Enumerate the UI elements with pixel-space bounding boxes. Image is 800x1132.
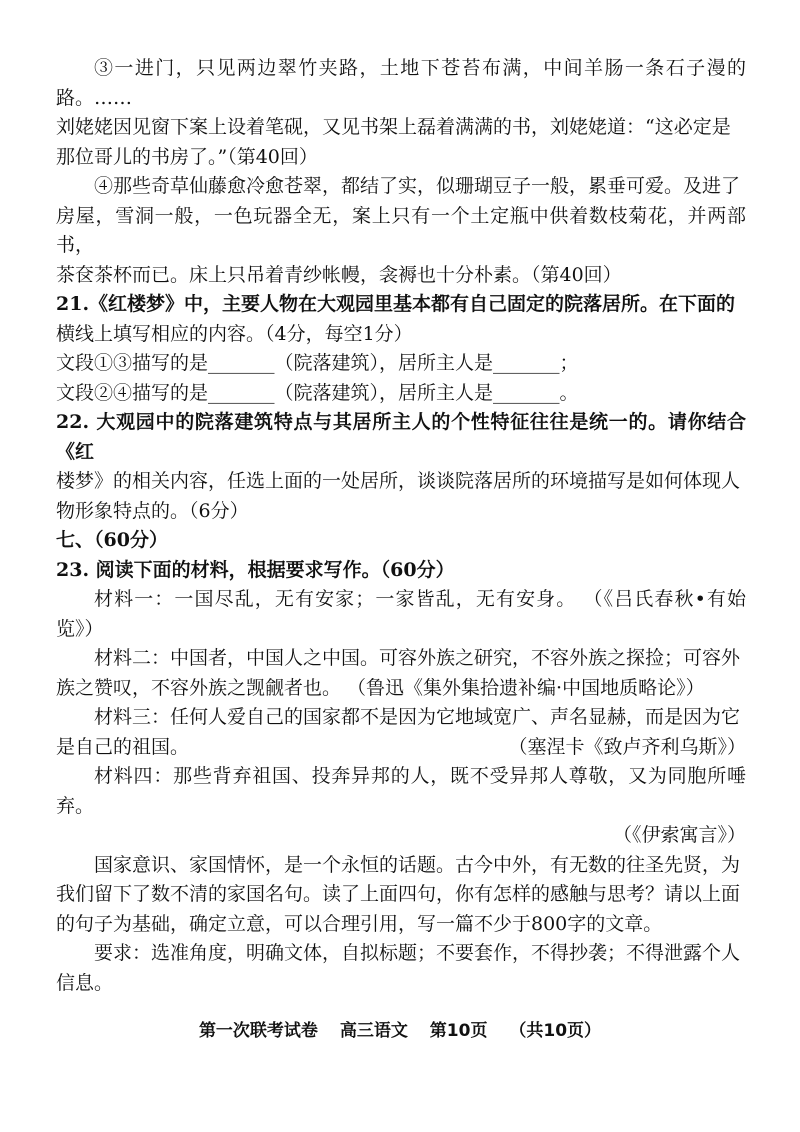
question-23-title: 23. 阅读下面的材料，根据要求写作。（60分）: [56, 558, 455, 581]
page-footer: [0, 1016, 800, 1041]
passage-4-line-3: 茶奁茶杯而已。床上只吊着青纱帐幔，衾褥也十分朴素。（第40回）: [56, 263, 622, 286]
writing-prompt-line-3: 的句子为基础，确定立意，可以合理引用，写一篇不少于800字的文章。: [56, 912, 663, 935]
material-3-line-1: 材料三：任何人爱自己的国家都不是因为它地域宽广、声名显赫，而是因为它: [94, 706, 741, 728]
passage-4-line-1: ④那些奇草仙藤愈冷愈苍翠，都结了实，似珊瑚豆子一般，累垂可爱。及进了: [94, 175, 741, 197]
question-22-line-3: 物形象特点的。（6分）: [56, 499, 249, 522]
material-2-line-1: 材料二：中国者，中国人之中国。可容外族之研究，不容外族之探捡；可容外: [94, 647, 741, 669]
passage-3-line-1: ③一进门，只见两边翠竹夹路，土地下苍苔布满，中间羊肠一条石子漫的路。……: [56, 57, 746, 109]
footer-exam-name: 第一次联考试卷: [198, 1021, 318, 1041]
requirements-line-2: 信息。: [56, 971, 114, 994]
writing-prompt-line-1: 国家意识、家国情怀，是一个永恒的话题。古今中外，有无数的往圣先贤，为: [94, 853, 741, 876]
footer-subject: 高三语文: [339, 1021, 408, 1041]
material-4-source: （《伊索寓言》）: [612, 824, 746, 846]
passage-3: [56, 54, 746, 172]
material-2-line-2: 族之赞叹，不容外族之觊觎者也。 （鲁迅《集外集拾遗补编·中国地质略论》）: [56, 676, 705, 699]
writing-prompt-line-2: 我们留下了数不清的家国名句。读了上面四句，你有怎样的感触与思考？请以上面: [56, 883, 741, 905]
question-22-line-2: 楼梦》的相关内容，任选上面的一处居所，谈谈院落居所的环境描写是如何体现人: [56, 470, 741, 492]
passage-4: [56, 172, 746, 290]
question-21-line-2: 横线上填写相应的内容。（4分，每空1分）: [56, 322, 413, 345]
section-7-heading: 七、（60分）: [56, 529, 168, 551]
page-content: [56, 54, 746, 998]
question-23: [56, 556, 746, 999]
material-1: 材料一：一国尽乱，无有安家；一家皆乱，无有安身。 （《吕氏春秋•有始览》）: [56, 588, 746, 640]
material-4-line-1: 材料四：那些背弃祖国、投奔异邦的人，既不受异邦人尊敬，又为同胞所唾弃。: [56, 765, 746, 817]
footer-page-number: 第10页: [429, 1021, 488, 1041]
question-22-line-1: 22. 大观园中的院落建筑特点与其居所主人的个性特征往往是统一的。请你结合《红: [56, 411, 746, 463]
material-3-line-2: [56, 733, 746, 763]
passage-3-line-3: 那位哥儿的书房了。”（第40回）: [56, 145, 318, 168]
material-3-text-end: 是自己的祖国。: [56, 735, 190, 758]
question-21-fill-1: 文段①③描写的是_______（院落建筑），居所主人是_______；: [56, 352, 579, 374]
question-21: [56, 290, 746, 408]
question-21-fill-2: 文段②④描写的是_______（院落建筑），居所主人是_______。: [56, 381, 579, 404]
footer-total-pages: （共10页）: [509, 1021, 602, 1041]
question-21-line-1: 21.《红楼梦》中，主要人物在大观园里基本都有自己固定的院落居所。在下面的: [56, 293, 736, 315]
material-3-source: （塞涅卡《致卢齐利乌斯》）: [508, 735, 746, 758]
passage-4-line-2: 房屋，雪洞一般，一色玩器全无，案上只有一个土定瓶中供着数枝菊花，并两部书，: [56, 204, 746, 256]
question-22: [56, 408, 746, 526]
passage-3-line-2: 刘姥姥因见窗下案上设着笔砚，又见书架上磊着满满的书，刘姥姥道：“这必定是: [56, 116, 731, 138]
requirements-line-1: 要求：选准角度，明确文体，自拟标题；不要套作，不得抄袭；不得泄露个人: [94, 942, 741, 964]
